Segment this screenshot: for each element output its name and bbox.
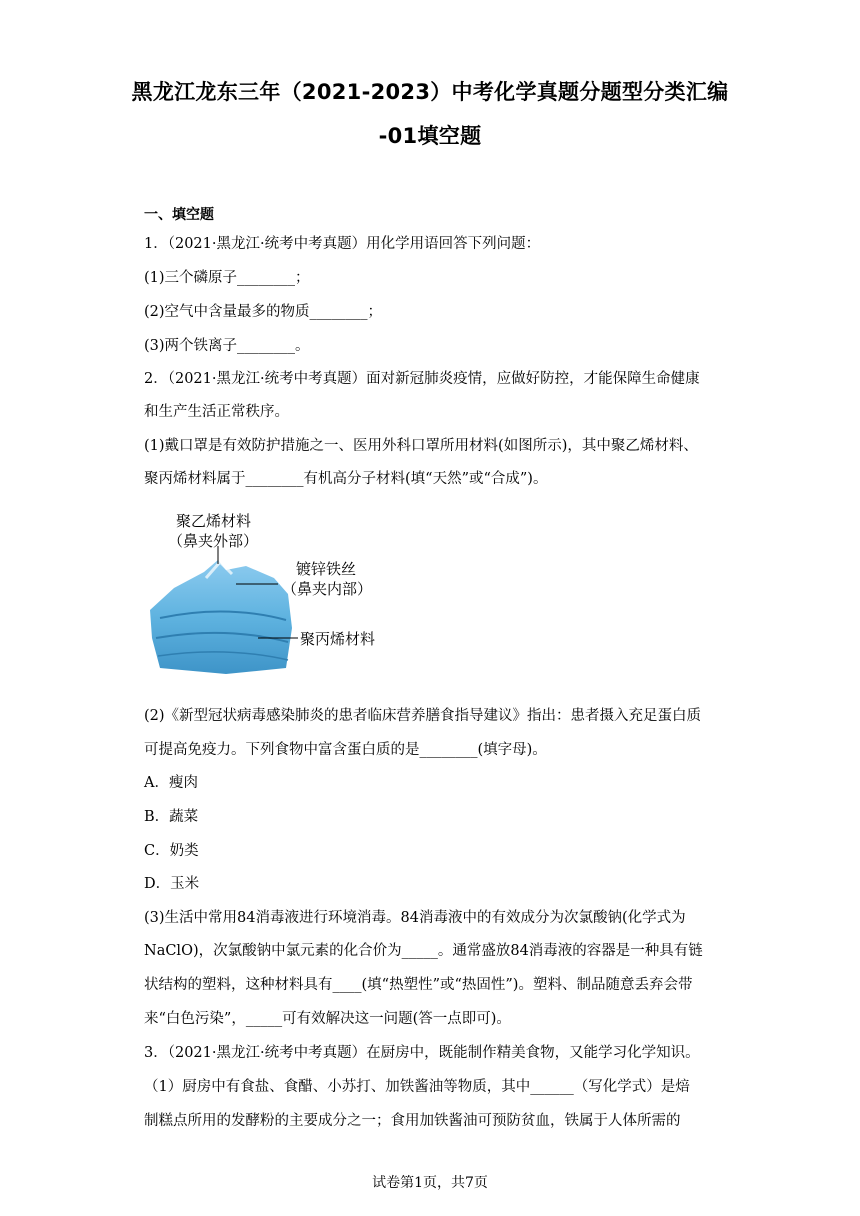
question-3-part-1: （1）厨房中有食盐、食醋、小苏打、加铁酱油等物质，其中______（写化学式）是焙 bbox=[144, 1079, 690, 1095]
question-2-part-2-cont: 可提高免疫力。下列食物中富含蛋白质的是________(填字母)。 bbox=[144, 742, 547, 758]
question-2-part-3: (3)生活中常用84消毒液进行环境消毒。84消毒液中的有效成分为次氯酸钠(化学式为 bbox=[144, 910, 686, 926]
option-d: D．玉米 bbox=[144, 876, 200, 892]
label-polyethylene: 聚乙烯材料 bbox=[176, 512, 252, 530]
question-2-part-3-cont-1: NaClO)，次氯酸钠中氯元素的化合价为_____。通常盛放84消毒液的容器是一种具有链 bbox=[144, 943, 703, 959]
question-3-part-1-cont: 制糕点所用的发酵粉的主要成分之一；食用加铁酱油可预防贫血，铁属于人体所需的 bbox=[144, 1113, 681, 1129]
question-1-part-2: (2)空气中含量最多的物质________； bbox=[144, 304, 383, 320]
question-2-part-1: (1)戴口罩是有效防护措施之一、医用外科口罩所用材料(如图所示)，其中聚乙烯材料、 bbox=[144, 438, 698, 454]
document-title-line-2: -01填空题 bbox=[378, 124, 482, 148]
question-3-stem: 3．（2021·黑龙江·统考中考真题）在厨房中，既能制作精美食物，又能学习化学知识。 bbox=[144, 1045, 700, 1061]
mask-figure bbox=[146, 508, 386, 680]
question-1-stem: 1．（2021·黑龙江·统考中考真题）用化学用语回答下列问题： bbox=[144, 236, 541, 252]
option-c: C．奶类 bbox=[144, 843, 199, 859]
question-1-part-3: (3)两个铁离子________。 bbox=[144, 338, 310, 354]
question-2-part-1-cont: 聚丙烯材料属于________有机高分子材料(填“天然”或“合成”)。 bbox=[144, 471, 548, 487]
question-2-part-3-cont-2: 状结构的塑料，这种材料具有____(填“热塑性”或“热固性”)。塑料、制品随意丢弃会带 bbox=[144, 977, 693, 993]
page-footer: 试卷第1页，共7页 bbox=[372, 1175, 488, 1191]
label-nose-clip-inner: （鼻夹内部） bbox=[282, 580, 373, 598]
section-heading: 一、填空题 bbox=[144, 207, 214, 223]
option-a: A．瘦肉 bbox=[144, 775, 198, 791]
question-2-stem: 2．（2021·黑龙江·统考中考真题）面对新冠肺炎疫情，应做好防控，才能保障生命健康 bbox=[144, 371, 700, 387]
question-2-part-2: (2)《新型冠状病毒感染肺炎的患者临床营养膳食指导建议》指出：患者摄入充足蛋白质 bbox=[144, 708, 702, 724]
question-2-part-3-cont-3: 来“白色污染”，_____可有效解决这一问题(答一点即可)。 bbox=[144, 1011, 511, 1027]
label-polypropylene: 聚丙烯材料 bbox=[300, 630, 376, 648]
question-2-stem-cont: 和生产生活正常秩序。 bbox=[144, 404, 289, 420]
label-nose-clip-outer: （鼻夹外部） bbox=[168, 532, 259, 550]
label-galvanized-wire: 镀锌铁丝 bbox=[296, 560, 357, 578]
document-title-line-1: 黑龙江龙东三年（2021-2023）中考化学真题分题型分类汇编 bbox=[131, 80, 729, 104]
question-1-part-1: (1)三个磷原子________； bbox=[144, 270, 310, 286]
option-b: B．蔬菜 bbox=[144, 809, 199, 825]
